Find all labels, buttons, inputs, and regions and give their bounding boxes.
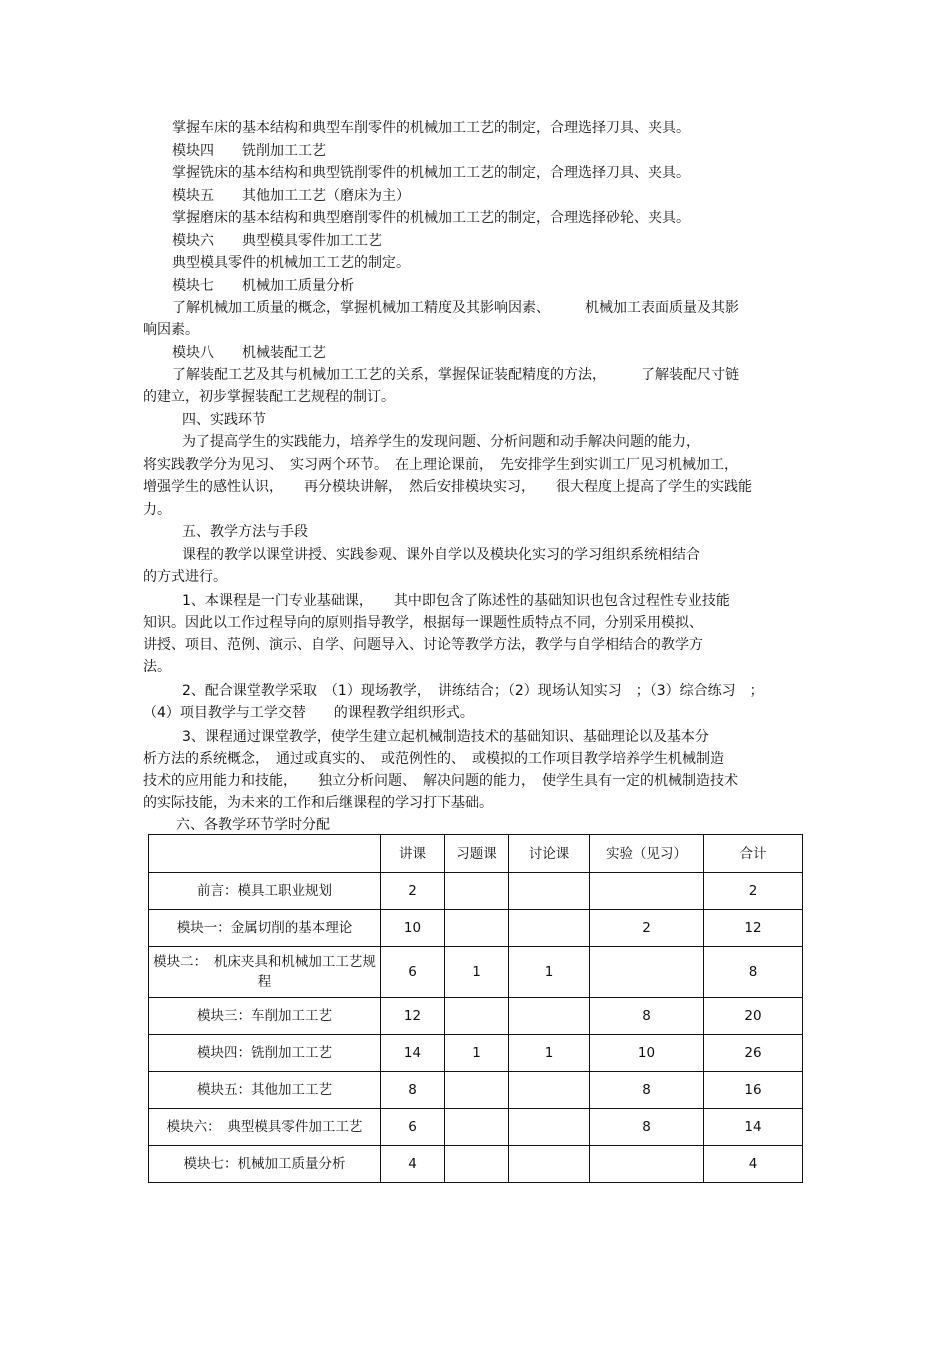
cell-lecture: 6	[381, 1109, 445, 1146]
row-name: 模块五：其他加工工艺	[149, 1072, 381, 1109]
cell-exercise	[445, 910, 509, 947]
module-heading: 模块七 机械加工质量分析	[172, 278, 354, 294]
cell-discussion	[509, 1072, 590, 1109]
text-line: 的建立，初步掌握装配工艺规程的制订。	[143, 389, 395, 405]
cell-lab: 8	[590, 1072, 704, 1109]
text-line: 2、配合课堂教学采取 （1）现场教学， 讲练结合；（2）现场认知实习 ；（3）综合练习 ；	[182, 683, 764, 699]
table-row	[149, 947, 803, 998]
cell-total: 20	[704, 998, 803, 1035]
cell-discussion	[509, 910, 590, 947]
cell-discussion	[509, 873, 590, 910]
table-header-row	[149, 835, 803, 873]
header-cell-discussion: 讨论课	[509, 835, 590, 873]
text-line: 将实践教学分为见习、 实习两个环节。 在上理论课前， 先安排学生到实训工厂见习机械加工，	[143, 457, 738, 473]
text-line: 的实际技能，为未来的工作和后继课程的学习打下基础。	[143, 795, 493, 811]
row-name: 模块三：车削加工工艺	[149, 998, 381, 1035]
text-line: 的方式进行。	[143, 569, 227, 585]
cell-lecture: 8	[381, 1072, 445, 1109]
row-name: 模块四：铣削加工工艺	[149, 1035, 381, 1072]
cell-total: 16	[704, 1072, 803, 1109]
text-line: 为了提高学生的实践能力，培养学生的发现问题、分析问题和动手解决问题的能力，	[182, 434, 700, 450]
text-line: 掌握车床的基本结构和典型车削零件的机械加工工艺的制定，合理选择刀具、夹具。	[172, 120, 690, 136]
text-line: 讲授、项目、范例、演示、自学、问题导入、讨论等教学方法，教学与自学相结合的教学方	[143, 637, 703, 653]
table-row	[149, 1072, 803, 1109]
text-line: 典型模具零件的机械加工工艺的制定。	[172, 255, 410, 271]
cell-exercise	[445, 873, 509, 910]
cell-lab	[590, 873, 704, 910]
cell-total: 2	[704, 873, 803, 910]
module-heading: 模块八 机械装配工艺	[172, 345, 326, 361]
cell-total: 12	[704, 910, 803, 947]
table-row	[149, 998, 803, 1035]
cell-discussion: 1	[509, 947, 590, 998]
cell-discussion	[509, 1109, 590, 1146]
header-cell-exercise: 习题课	[445, 835, 509, 873]
text-line: 响因素。	[143, 322, 199, 338]
text-line: 知识。因此以工作过程导向的原则指导教学，根据每一课题性质特点不同，分别采用模拟、	[143, 615, 703, 631]
text-line: 了解机械加工质量的概念，掌握机械加工精度及其影响因素、 机械加工表面质量及其影	[172, 300, 739, 316]
header-cell-blank	[149, 835, 381, 873]
cell-exercise: 1	[445, 1035, 509, 1072]
row-name: 前言：模具工职业规划	[149, 873, 381, 910]
cell-total: 8	[704, 947, 803, 998]
text-line: 掌握磨床的基本结构和典型磨削零件的机械加工工艺的制定，合理选择砂轮、夹具。	[172, 210, 690, 226]
cell-lab: 2	[590, 910, 704, 947]
text-line: 增强学生的感性认识， 再分模块讲解， 然后安排模块实习， 很大程度上提高了学生的实践能	[143, 479, 752, 495]
text-line: 掌握铣床的基本结构和典型铣削零件的机械加工工艺的制定，合理选择刀具、夹具。	[172, 165, 690, 181]
cell-total: 14	[704, 1109, 803, 1146]
cell-exercise: 1	[445, 947, 509, 998]
text-line: 析方法的系统概念， 通过或真实的、 或范例性的、 或模拟的工作项目教学培养学生机械制造	[143, 751, 724, 767]
cell-lab: 8	[590, 1109, 704, 1146]
cell-lab: 8	[590, 998, 704, 1035]
text-line: 力。	[143, 502, 171, 518]
text-line: 课程的教学以课堂讲授、实践参观、课外自学以及模块化实习的学习组织系统相结合	[182, 547, 700, 563]
header-cell-lecture: 讲课	[381, 835, 445, 873]
text-line: 1、本课程是一门专业基础课， 其中即包含了陈述性的基础知识也包含过程性专业技能	[182, 593, 730, 609]
cell-lecture: 6	[381, 947, 445, 998]
table-row	[149, 1146, 803, 1183]
cell-discussion	[509, 998, 590, 1035]
cell-lecture: 2	[381, 873, 445, 910]
row-name: 模块六： 典型模具零件加工工艺	[149, 1109, 381, 1146]
cell-lab	[590, 947, 704, 998]
table-row	[149, 1035, 803, 1072]
row-name: 模块七：机械加工质量分析	[149, 1146, 381, 1183]
cell-exercise	[445, 1109, 509, 1146]
header-cell-lab: 实验（见习）	[590, 835, 704, 873]
text-line: 了解装配工艺及其与机械加工工艺的关系，掌握保证装配精度的方法， 了解装配尺寸链	[172, 367, 739, 383]
cell-lab	[590, 1146, 704, 1183]
table-row	[149, 873, 803, 910]
cell-total: 4	[704, 1146, 803, 1183]
module-heading: 模块四 铣削加工工艺	[172, 143, 326, 159]
header-cell-total: 合计	[704, 835, 803, 873]
cell-lecture: 12	[381, 998, 445, 1035]
table-row	[149, 1109, 803, 1146]
module-heading: 模块六 典型模具零件加工工艺	[172, 233, 382, 249]
section-heading: 六、各教学环节学时分配	[176, 817, 330, 833]
cell-lecture: 4	[381, 1146, 445, 1183]
module-heading: 模块五 其他加工工艺（磨床为主）	[172, 188, 410, 204]
text-line: 技术的应用能力和技能， 独立分析问题、 解决问题的能力， 使学生具有一定的机械制造技术	[143, 773, 738, 789]
section-heading: 五、教学方法与手段	[182, 524, 308, 540]
row-name: 模块一：金属切削的基本理论	[149, 910, 381, 947]
text-line: 3、课程通过课堂教学，使学生建立起机械制造技术的基础知识、基础理论以及基本分	[182, 729, 709, 745]
cell-exercise	[445, 1146, 509, 1183]
cell-discussion: 1	[509, 1035, 590, 1072]
text-line: （4）项目教学与工学交替 的课程教学组织形式。	[143, 705, 474, 721]
cell-lecture: 10	[381, 910, 445, 947]
text-line: 法。	[143, 659, 171, 675]
hours-table	[148, 834, 803, 1183]
row-name: 模块二： 机床夹具和机械加工工艺规程	[149, 947, 381, 998]
cell-exercise	[445, 1072, 509, 1109]
cell-lecture: 14	[381, 1035, 445, 1072]
table-row	[149, 910, 803, 947]
cell-exercise	[445, 998, 509, 1035]
section-heading: 四、实践环节	[182, 412, 266, 428]
cell-total: 26	[704, 1035, 803, 1072]
cell-discussion	[509, 1146, 590, 1183]
cell-lab: 10	[590, 1035, 704, 1072]
